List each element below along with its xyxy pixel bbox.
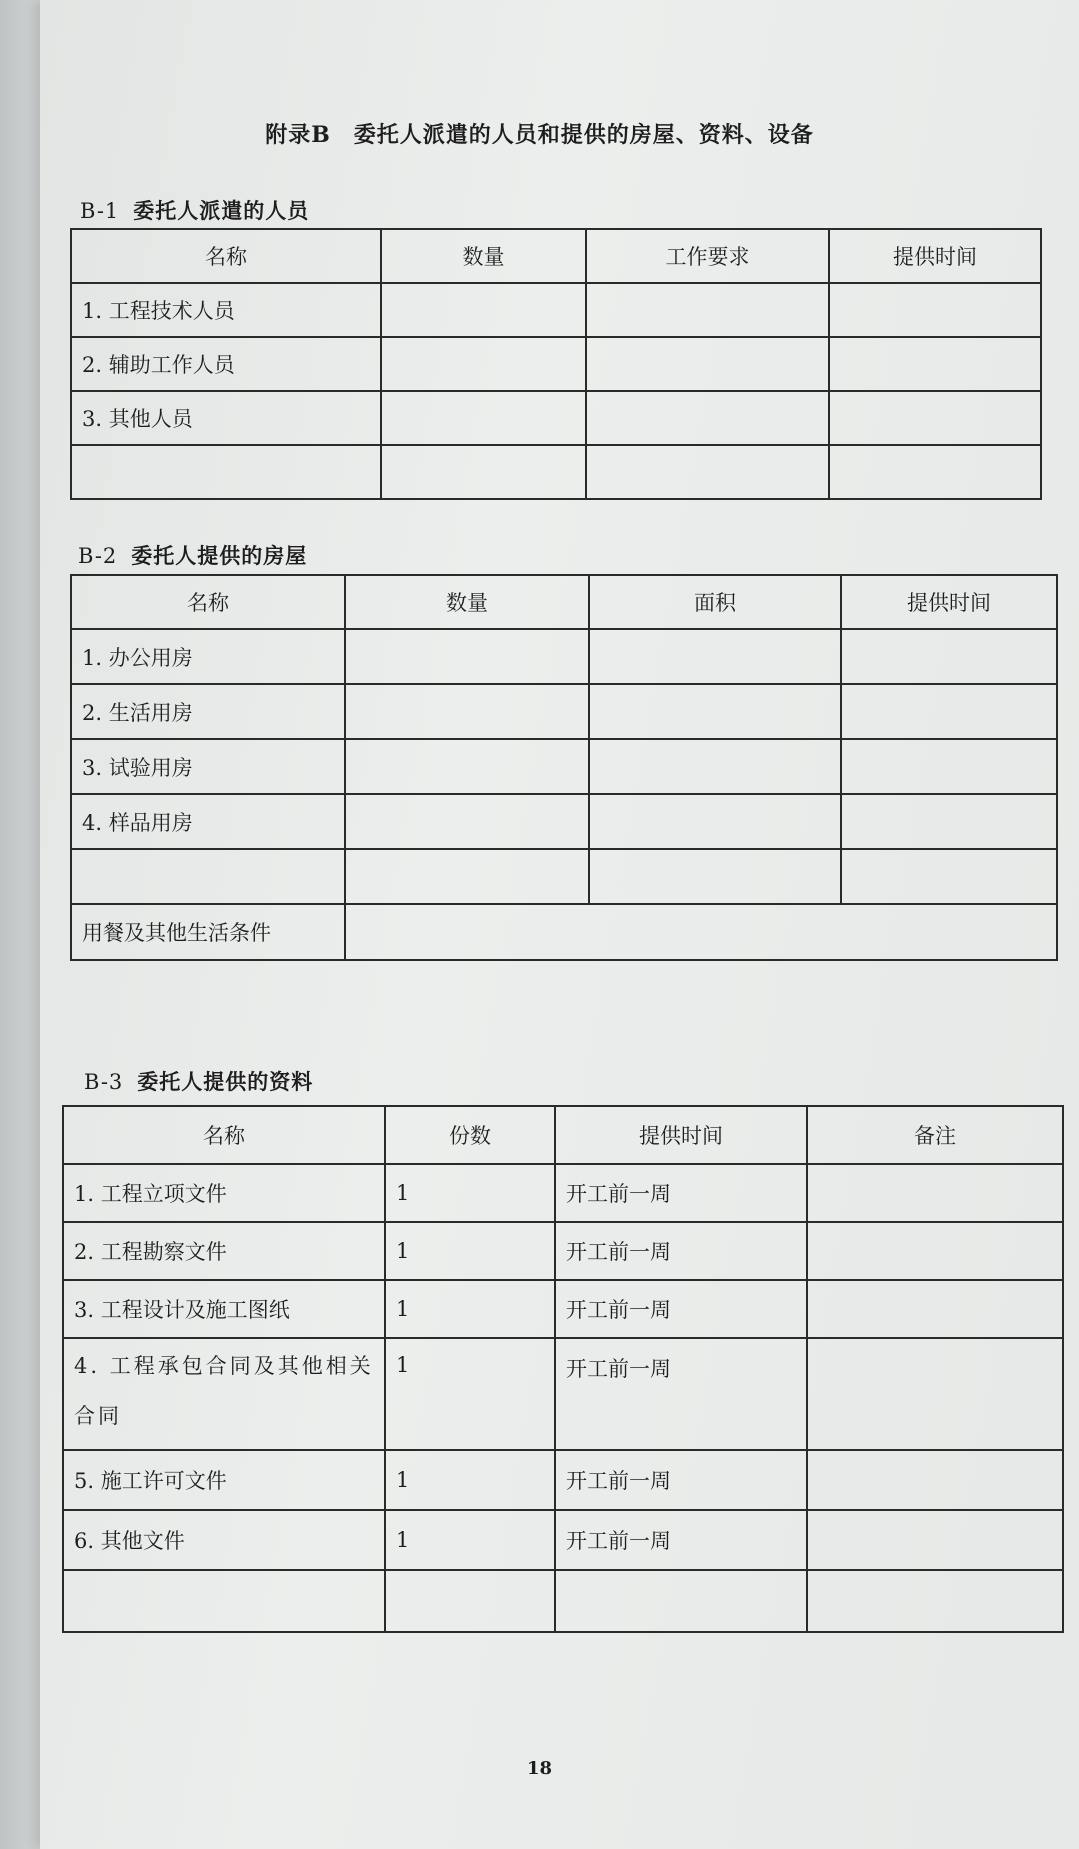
cell-quantity <box>381 445 586 499</box>
cell-remarks <box>807 1338 1063 1450</box>
cell-area <box>589 629 841 684</box>
header-cell: 名称 <box>71 229 381 283</box>
cell-requirement <box>586 283 829 337</box>
cell-name: 1. 工程立项文件 <box>63 1164 385 1222</box>
header-cell: 数量 <box>381 229 586 283</box>
cell-time: 开工前一周 <box>555 1280 807 1338</box>
cell-name <box>71 849 345 904</box>
table-row <box>63 1450 1063 1510</box>
cell-quantity <box>381 283 586 337</box>
cell-quantity <box>345 684 589 739</box>
cell-name: 1. 办公用房 <box>71 629 345 684</box>
section-b3-heading <box>84 1066 313 1096</box>
cell-name: 4. 工程承包合同及其他相关合同 <box>63 1338 385 1450</box>
table-row <box>71 445 1041 499</box>
cell-time: 开工前一周 <box>555 1222 807 1280</box>
header-cell: 面积 <box>589 575 841 629</box>
table-row <box>63 1164 1063 1222</box>
section-b1-heading <box>80 195 309 225</box>
header-cell: 提供时间 <box>829 229 1041 283</box>
table-header-row <box>71 229 1041 283</box>
cell-time <box>829 283 1041 337</box>
page-number: 18 <box>526 1758 553 1779</box>
table-row <box>71 849 1057 904</box>
cell-name: 3. 工程设计及施工图纸 <box>63 1280 385 1338</box>
table-row <box>63 1280 1063 1338</box>
cell-name: 3. 试验用房 <box>71 739 345 794</box>
cell-time <box>829 445 1041 499</box>
section-b2-title: 委托人提供的房屋 <box>131 543 308 568</box>
cell-copies: 1 <box>385 1164 555 1222</box>
cell-name: 2. 辅助工作人员 <box>71 337 381 391</box>
cell-time <box>841 629 1057 684</box>
cell-remarks <box>807 1280 1063 1338</box>
documents-table <box>62 1105 1064 1633</box>
cell-time <box>841 739 1057 794</box>
cell-remarks <box>807 1570 1063 1632</box>
header-cell: 提供时间 <box>841 575 1057 629</box>
cell-name <box>71 445 381 499</box>
cell-remarks <box>807 1450 1063 1510</box>
table-row <box>71 684 1057 739</box>
section-b1-code: B-1 <box>80 199 120 223</box>
adjacent-page-edge <box>0 0 40 1849</box>
cell-name: 6. 其他文件 <box>63 1510 385 1570</box>
cell-name: 5. 施工许可文件 <box>63 1450 385 1510</box>
cell-time: 开工前一周 <box>555 1164 807 1222</box>
section-b3-title: 委托人提供的资料 <box>137 1069 314 1094</box>
cell-time <box>841 794 1057 849</box>
cell-area <box>589 849 841 904</box>
header-cell: 提供时间 <box>555 1106 807 1164</box>
table-row <box>63 1510 1063 1570</box>
cell-area <box>589 684 841 739</box>
header-cell: 份数 <box>385 1106 555 1164</box>
section-b1-title: 委托人派遣的人员 <box>133 198 310 223</box>
section-b3-code: B-3 <box>84 1070 124 1094</box>
section-b2-heading <box>78 540 307 570</box>
cell-area <box>589 739 841 794</box>
cell-remarks <box>807 1164 1063 1222</box>
cell-name: 3. 其他人员 <box>71 391 381 445</box>
cell-remarks <box>807 1222 1063 1280</box>
cell-time: 开工前一周 <box>555 1338 807 1450</box>
table-row <box>71 794 1057 849</box>
header-cell: 数量 <box>345 575 589 629</box>
table-row <box>71 739 1057 794</box>
cell-quantity <box>345 849 589 904</box>
cell-time <box>841 684 1057 739</box>
cell-name: 2. 生活用房 <box>71 684 345 739</box>
cell-name: 4. 样品用房 <box>71 794 345 849</box>
cell-name <box>63 1570 385 1632</box>
table-row <box>63 1338 1063 1450</box>
cell-copies: 1 <box>385 1450 555 1510</box>
table-row-living-conditions <box>71 904 1057 960</box>
table-row <box>63 1570 1063 1632</box>
cell-quantity <box>345 794 589 849</box>
table-row <box>63 1222 1063 1280</box>
table-row <box>71 337 1041 391</box>
cell-remarks <box>807 1510 1063 1570</box>
cell-requirement <box>586 337 829 391</box>
cell-area <box>589 794 841 849</box>
header-cell: 工作要求 <box>586 229 829 283</box>
cell-copies <box>385 1570 555 1632</box>
cell-quantity <box>345 739 589 794</box>
cell-time <box>829 337 1041 391</box>
table-header-row <box>71 575 1057 629</box>
appendix-title: 附录B 委托人派遣的人员和提供的房屋、资料、设备 <box>265 122 814 148</box>
cell-name: 2. 工程勘察文件 <box>63 1222 385 1280</box>
cell-requirement <box>586 445 829 499</box>
table-row <box>71 391 1041 445</box>
cell-time <box>841 849 1057 904</box>
cell-time: 开工前一周 <box>555 1510 807 1570</box>
cell-time <box>829 391 1041 445</box>
table-header-row <box>63 1106 1063 1164</box>
cell-copies: 1 <box>385 1338 555 1450</box>
cell-time <box>555 1570 807 1632</box>
table-row <box>71 629 1057 684</box>
header-cell: 名称 <box>71 575 345 629</box>
personnel-table <box>70 228 1042 500</box>
cell-living-conditions-label: 用餐及其他生活条件 <box>71 904 345 960</box>
cell-copies: 1 <box>385 1510 555 1570</box>
cell-copies: 1 <box>385 1222 555 1280</box>
cell-quantity <box>345 629 589 684</box>
section-b2-code: B-2 <box>78 544 118 568</box>
cell-copies: 1 <box>385 1280 555 1338</box>
header-cell: 名称 <box>63 1106 385 1164</box>
cell-name: 1. 工程技术人员 <box>71 283 381 337</box>
housing-table <box>70 574 1058 961</box>
cell-quantity <box>381 337 586 391</box>
table-row <box>71 283 1041 337</box>
cell-time: 开工前一周 <box>555 1450 807 1510</box>
cell-requirement <box>586 391 829 445</box>
cell-living-conditions-value <box>345 904 1057 960</box>
cell-quantity <box>381 391 586 445</box>
header-cell: 备注 <box>807 1106 1063 1164</box>
